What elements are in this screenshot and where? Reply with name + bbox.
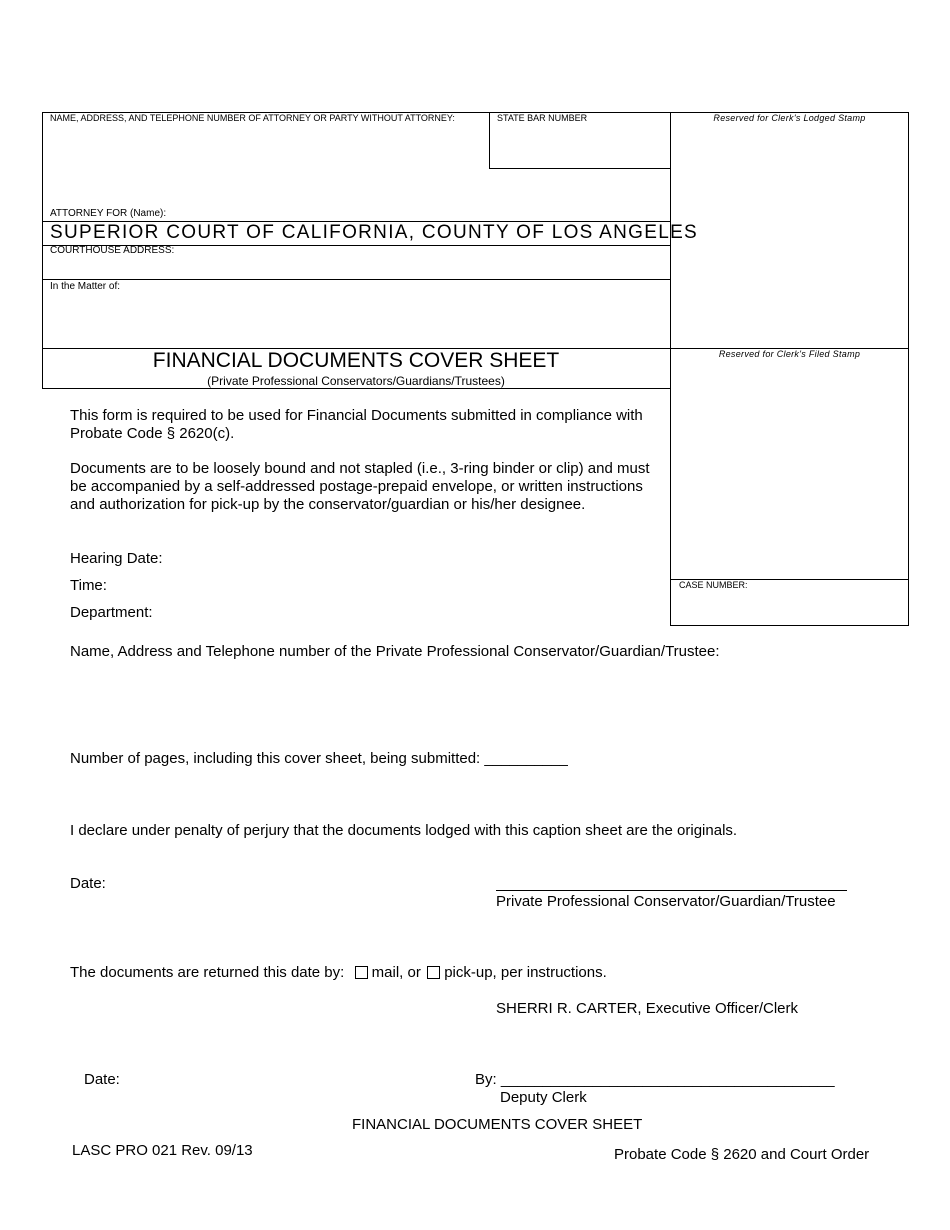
form-number: LASC PRO 021 Rev. 09/13 [72,1142,253,1159]
state-bar-label: STATE BAR NUMBER [497,113,588,123]
deputy-signature-line: By: ________________________________________ [475,1071,835,1088]
court-name: SUPERIOR COURT OF CALIFORNIA, COUNTY OF LOS ANGELES [50,222,699,243]
date-label: Date: [70,875,106,892]
time-label: Time: [70,577,107,594]
department-label: Department: [70,604,153,621]
page-count-label: Number of pages, including this cover sheet, being submitted: __________ [70,750,568,767]
form-subtitle: (Private Professional Conservators/Guardians/Trustees) [207,374,505,388]
courthouse-address-label: COURTHOUSE ADDRESS: [50,245,175,256]
form-title: FINANCIAL DOCUMENTS COVER SHEET [152,349,560,372]
signature-line [496,890,847,891]
instructions-paragraph-2: Documents are to be loosely bound and not stapled (i.e., 3-ring binder or clip) and must be accompanied by a self-addressed postage-prepaid envelope, or written instructions and authorization for pick-up by the conservator/guardian or his/her designee. [70,460,650,513]
mail-checkbox[interactable] [355,966,368,979]
attorney-info-label: NAME, ADDRESS, AND TELEPHONE NUMBER OF ATTORNEY OR PARTY WITHOUT ATTORNEY: [50,113,455,123]
return-method-label: The documents are returned this date by: [70,964,345,981]
date-label-2: Date: [84,1071,120,1088]
instructions-paragraph-1: This form is required to be used for Financial Documents submitted in compliance with Probate Code § 2620(c). [70,407,643,442]
pickup-label: pick-up, per instructions. [444,964,607,981]
return-method-row [70,964,607,982]
perjury-declaration: I declare under penalty of perjury that the documents lodged with this caption sheet are the originals. [70,822,738,839]
code-reference: Probate Code § 2620 and Court Order [614,1146,870,1163]
mail-label: mail, or [371,964,421,981]
signature-caption: Private Professional Conservator/Guardian/Trustee [496,893,836,910]
lodged-stamp-label: Reserved for Clerk's Lodged Stamp [713,113,866,123]
deputy-clerk-label: Deputy Clerk [500,1089,587,1106]
case-number-label: CASE NUMBER: [679,580,748,590]
attorney-for-label: ATTORNEY FOR (Name): [50,208,167,219]
conservator-info-label: Name, Address and Telephone number of the Private Professional Conservator/Guardian/Trustee: [70,643,720,660]
footer-form-name: FINANCIAL DOCUMENTS COVER SHEET [352,1116,643,1133]
clerk-name: SHERRI R. CARTER, Executive Officer/Clerk [496,1000,799,1017]
matter-label: In the Matter of: [50,281,121,292]
filed-stamp-label: Reserved for Clerk's Filed Stamp [718,349,861,359]
hearing-date-label: Hearing Date: [70,550,163,567]
pickup-checkbox[interactable] [427,966,440,979]
